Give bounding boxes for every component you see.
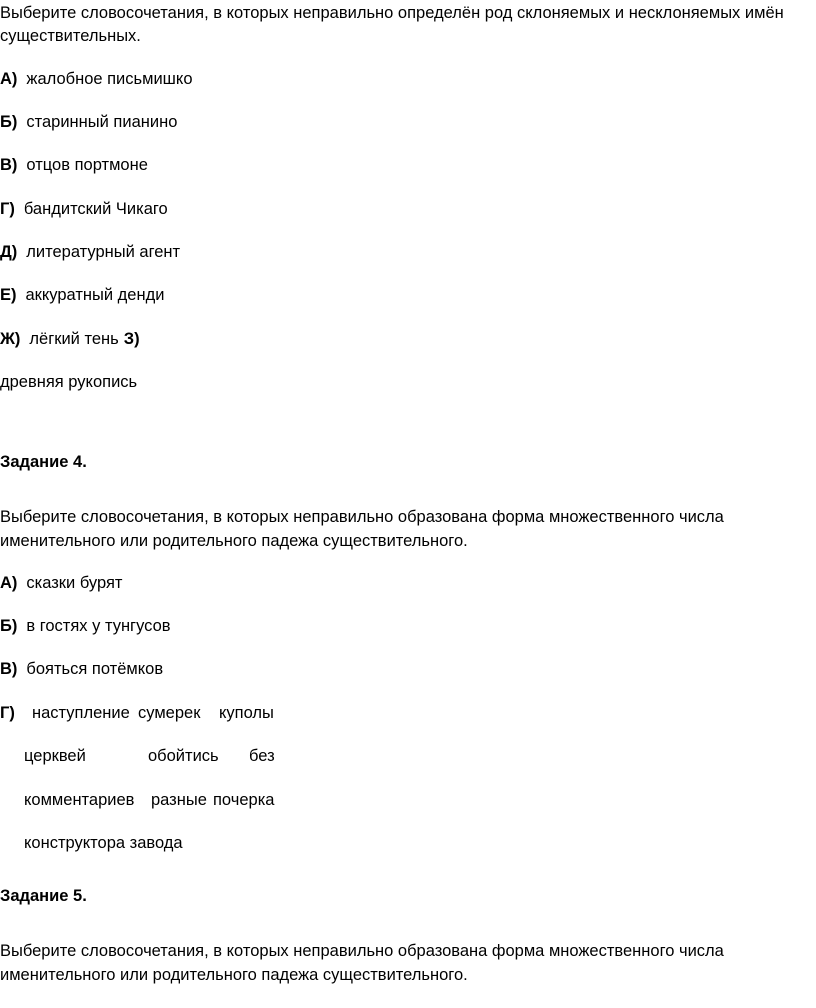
- task4-heading: Задание 4.: [0, 453, 87, 471]
- option-letter: Г): [0, 200, 15, 218]
- option-text: сказки бурят: [26, 574, 123, 592]
- task4-option-v: [0, 658, 163, 680]
- option-letter: Ж): [0, 330, 21, 348]
- option-text: жалобное письмишко: [26, 70, 193, 88]
- option-letter: А): [0, 574, 18, 592]
- option-text: бояться потёмков: [26, 660, 164, 678]
- task3-option-v: [0, 154, 148, 176]
- option-text: лёгкий тень: [29, 330, 119, 348]
- task4-option-b: [0, 615, 171, 637]
- task3-option-b: [0, 111, 177, 133]
- option-text: литературный агент: [26, 243, 181, 261]
- task5-instruction-line1: Выберите словосочетания, в которых неправильно образована форма множественного числа: [0, 942, 724, 960]
- task4-instruction-line2: именительного или родительного падежа существительного.: [0, 532, 468, 550]
- task3-option-a: [0, 68, 193, 90]
- option-text: отцов портмоне: [26, 156, 148, 174]
- task4-option-g-word: разные: [151, 791, 207, 809]
- task4-option-g-word: куполы: [219, 704, 274, 722]
- task4-option-a: [0, 572, 122, 594]
- option-letter: Б): [0, 113, 18, 131]
- task4-option-g-last-line: конструктора завода: [24, 834, 183, 852]
- task3-option-g: [0, 198, 168, 220]
- option-text: в гостях у тунгусов: [26, 617, 171, 635]
- task5-instruction-line2: именительного или родительного падежа существительного.: [0, 966, 468, 984]
- option-text: старинный пианино: [26, 113, 178, 131]
- task3-option-e: [0, 284, 164, 306]
- task4-option-g-word: комментариев: [24, 791, 135, 809]
- task5-heading: Задание 5.: [0, 887, 87, 905]
- task4-option-g-word: без: [249, 747, 275, 765]
- option-letter: Е): [0, 286, 17, 304]
- option-text: аккуратный денди: [25, 286, 165, 304]
- option-letter: Б): [0, 617, 18, 635]
- task3-instruction-line1: Выберите словосочетания, в которых неправильно определён род склоняемых и несклоняемых имён: [0, 4, 784, 22]
- task3-option-d: [0, 241, 180, 263]
- option-letter: А): [0, 70, 18, 88]
- option-letter: В): [0, 156, 18, 174]
- task4-option-g-word: обойтись: [148, 747, 219, 765]
- task4-option-g-word: сумерек: [138, 704, 201, 722]
- task4-option-g-word: наступление: [32, 704, 130, 722]
- task3-option-z-text: древняя рукопись: [0, 373, 138, 391]
- option-letter: В): [0, 660, 18, 678]
- option-letter: Д): [0, 243, 18, 261]
- option-letter: З): [123, 330, 140, 348]
- task4-option-g-word: почерка: [213, 791, 275, 809]
- option-text: бандитский Чикаго: [23, 200, 168, 218]
- task4-instruction-line1: Выберите словосочетания, в которых неправильно образована форма множественного числа: [0, 508, 724, 526]
- task3-instruction-line2: существительных.: [0, 27, 141, 45]
- task3-option-zh: [0, 328, 140, 350]
- task4-option-g-word: церквей: [24, 747, 86, 765]
- task4-option-g-letter: Г): [0, 704, 15, 722]
